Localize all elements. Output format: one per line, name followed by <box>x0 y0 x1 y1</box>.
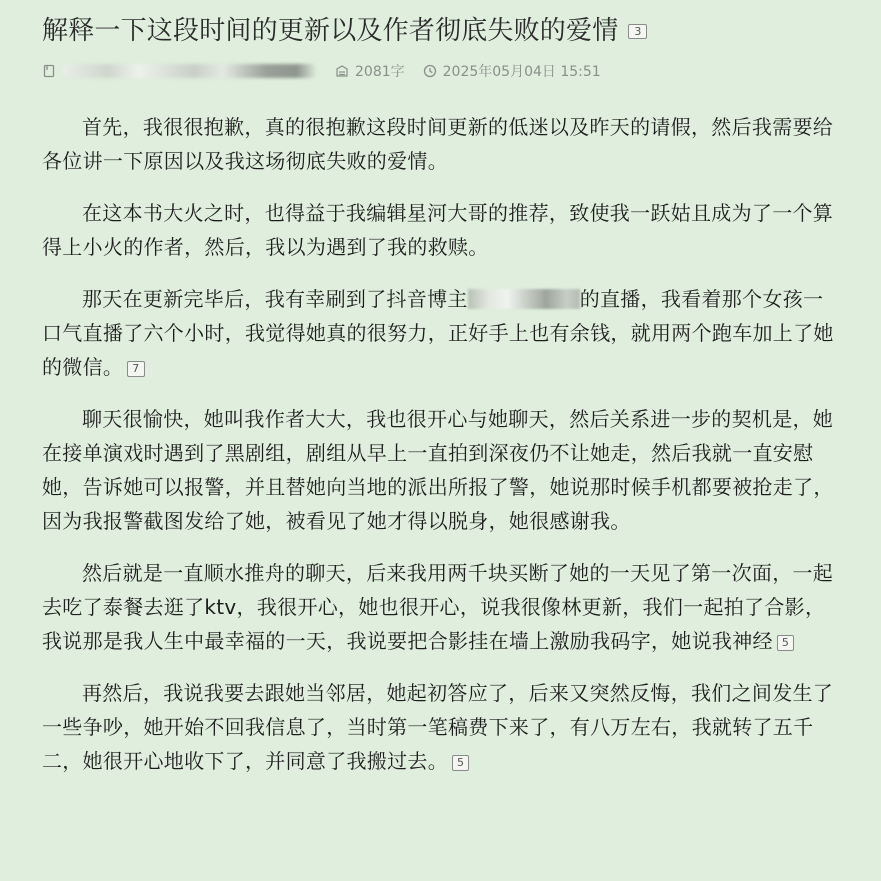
article-body <box>42 110 841 778</box>
redacted-blogger-name <box>468 289 580 309</box>
paragraph-comment-badge[interactable]: 5 <box>777 635 794 651</box>
author-name-redacted[interactable] <box>62 64 317 78</box>
paragraph: 再然后，我说我要去跟她当邻居，她起初答应了，后来又突然反悔，我们之间发生了一些争吵，她开始不回我信息了，当时第一笔稿费下来了，有八万左右，我就转了五千二，她很开心地收下了，并同意了我搬过去。 5 <box>42 681 834 773</box>
paragraph: 在这本书大火之时，也得益于我编辑星河大哥的推荐，致使我一跃姑且成为了一个算得上小火的作者，然后，我以为遇到了我的救赎。 <box>42 201 834 259</box>
paragraph: 首先，我很很抱歉，真的很抱歉这段时间更新的低迷以及昨天的请假，然后我需要给各位讲一下原因以及我这场彻底失败的爱情。 <box>42 115 834 173</box>
paragraph: 然后就是一直顺水推舟的聊天，后来我用两千块买断了她的一天见了第一次面，一起去吃了泰餐去逛了ktv，我很开心，她也很开心，说我很像林更新，我们一起拍了合影，我说那是我人生中最幸福的一天，我说要把合影挂在墙上激励我码字，她说我神经 5 <box>42 561 834 653</box>
article-title: 解释一下这段时间的更新以及作者彻底失败的爱情 <box>42 16 619 46</box>
title-row <box>42 12 841 50</box>
clock-icon <box>423 64 437 78</box>
word-count-icon <box>335 64 349 78</box>
word-count-meta <box>335 61 405 81</box>
comment-count-badge[interactable]: 3 <box>628 24 647 39</box>
paragraph: 那天在更新完毕后，我有幸刷到了抖音博主 的直播，我看着那个女孩一口气直播了六个小时，我觉得她真的很努力，正好手上也有余钱，就用两个跑车加上了她的微信。 7 <box>42 287 834 379</box>
word-count: 2081字 <box>355 64 405 80</box>
paragraph-comment-badge[interactable]: 7 <box>127 361 144 377</box>
author-meta <box>42 64 317 78</box>
paragraph-comment-badge[interactable]: 5 <box>452 755 469 771</box>
book-icon <box>42 64 56 78</box>
paragraph: 聊天很愉快，她叫我作者大大，我也很开心与她聊天，然后关系进一步的契机是，她在接单演戏时遇到了黑剧组，剧组从早上一直拍到深夜仍不让她走，然后我就一直安慰她，告诉她可以报警，并且替她向当地的派出所报了警，她说那时候手机都要被抢走了，因为我报警截图发给了她，被看见了她才得以脱身，她很感谢我。 <box>42 407 834 533</box>
publish-date: 2025年05月04日 15:51 <box>442 64 601 80</box>
date-meta <box>423 61 601 81</box>
meta-row <box>42 60 841 82</box>
